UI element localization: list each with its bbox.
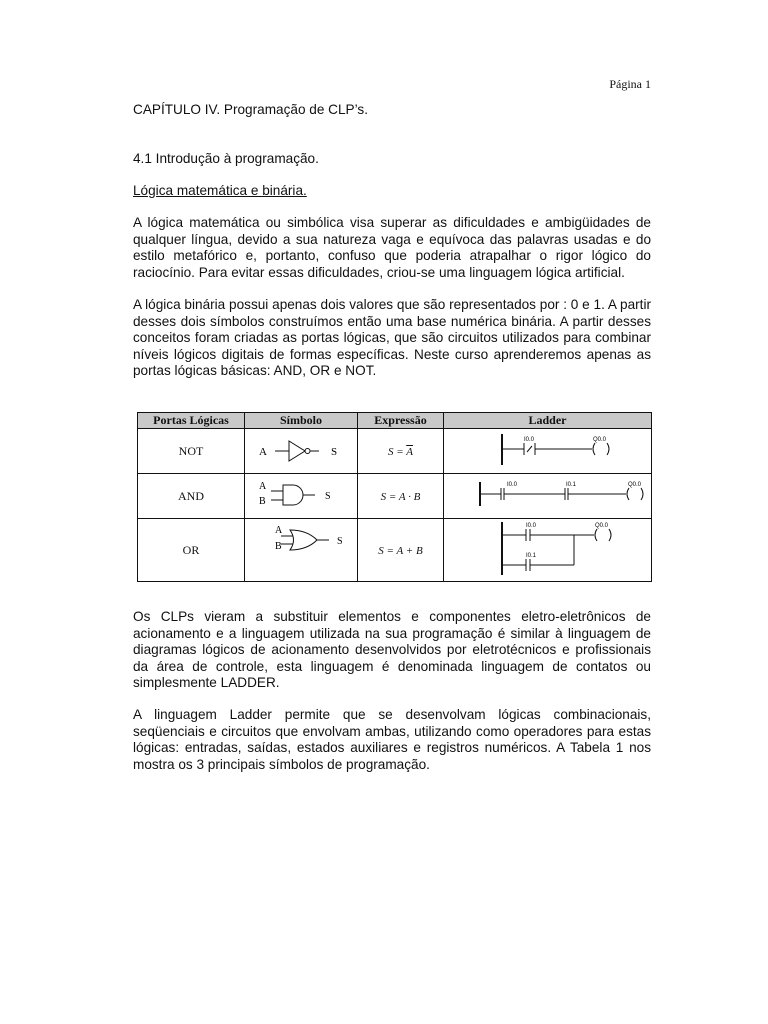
chapter-title: CAPÍTULO IV. Programação de CLP’s. — [133, 102, 368, 117]
gate-name-not: NOT — [138, 429, 245, 474]
header-expressao: Expressão — [358, 413, 444, 429]
expression-not-lhs: S = — [388, 445, 407, 458]
table-row-and — [138, 474, 652, 519]
paragraph-ladder: A linguagem Ladder permite que se desenvolvam lógicas combinacionais, seqüenciais e circuitos que envolvam ambas, utilizando como operadores para estas lógicas: entradas, saídas, estados auxiliares e registros numéricos. A Tabela 1 nos mostra os 3 principais símbolos de programação. — [133, 707, 651, 772]
ladder-and-i00: I0.0 — [507, 482, 518, 488]
expression-not-rhs: $\overline{A}$ — [406, 445, 413, 458]
ladder-cell-and — [444, 474, 652, 519]
or-input-a: A — [275, 525, 283, 536]
ladder-or-i00: I0.0 — [526, 523, 537, 529]
table-header-row — [138, 413, 652, 429]
ladder-and-i01: I0.1 — [566, 482, 577, 488]
ladder-and — [444, 474, 652, 514]
header-simbolo: Símbolo — [245, 413, 358, 429]
gate-name-and: AND — [138, 474, 245, 519]
ladder-or-i01: I0.1 — [526, 553, 537, 559]
paragraph-clps: Os CLPs vieram a substituir elementos e componentes eletro-eletrônicos de acionamento e a linguagem utilizada na sua programação é similar à linguagem de diagramas lógicos de acionamento desenvolvidos por eletrotécnicos e profissionais da área de controle, esta linguagem é denominada linguagem de contatos ou simplesmente LADDER. — [133, 609, 651, 691]
not-output-s: S — [331, 446, 338, 458]
not-gate-symbol — [245, 429, 358, 469]
symbol-cell-not — [245, 429, 358, 474]
ladder-or-q00: Q0.0 — [595, 523, 609, 529]
subsection-title-wrap — [133, 183, 651, 200]
ladder-not-i00: I0.0 — [524, 437, 535, 443]
table-row-not — [138, 429, 652, 474]
and-input-b: B — [259, 496, 266, 507]
header-portas-logicas: Portas Lógicas — [138, 413, 245, 429]
expression-and-text: S = A · B — [380, 490, 421, 503]
or-input-b: B — [275, 541, 282, 552]
and-input-a: A — [259, 481, 267, 492]
ladder-and-q00: Q0.0 — [628, 482, 642, 488]
not-input-a: A — [259, 446, 267, 458]
expression-or — [358, 519, 444, 582]
ladder-not — [444, 429, 652, 469]
portas-logicas-table — [137, 412, 652, 582]
symbol-cell-or — [245, 519, 358, 582]
paragraph-logica-binaria: A lógica binária possui apenas dois valores que são representados por : 0 e 1. A partir desses dois símbolos construímos então uma base numérica binária. A partir desses conceitos foram criadas as portas lógicas, que são circuitos utilizados para combinar níveis lógicos digitais de formas específicas. Neste curso aprenderemos apenas as portas lógicas básicas: AND, OR e NOT. — [133, 297, 651, 379]
expression-and — [358, 474, 444, 519]
ladder-not-q00: Q0.0 — [593, 437, 607, 443]
and-output-s: S — [325, 491, 331, 502]
symbol-cell-and — [245, 474, 358, 519]
ladder-cell-not — [444, 429, 652, 474]
ladder-cell-or — [444, 519, 652, 582]
gate-name-or: OR — [138, 519, 245, 582]
page-number: Página 1 — [609, 77, 651, 91]
expression-not — [358, 429, 444, 474]
paragraph-logica-matematica: A lógica matemática ou simbólica visa superar as dificuldades e ambigüidades de qualquer língua, devido a sua natureza vaga e equívoca das palavras usadas e do estilo metafórico e, portanto, confuso que poderia atrapalhar o rigor lógico do raciocínio. Para evitar essas dificuldades, criou-se uma linguagem lógica artificial. — [133, 215, 651, 280]
header-ladder: Ladder — [444, 413, 652, 429]
subsection-title: Lógica matemática e binária. — [133, 183, 307, 198]
table-row-or — [138, 519, 652, 582]
or-output-s: S — [337, 536, 343, 547]
ladder-or — [444, 519, 652, 577]
section-title: 4.1 Introdução à programação. — [133, 151, 319, 166]
or-gate-symbol — [245, 519, 358, 577]
and-gate-symbol — [245, 474, 358, 514]
expression-or-text: S = A + B — [378, 544, 423, 557]
